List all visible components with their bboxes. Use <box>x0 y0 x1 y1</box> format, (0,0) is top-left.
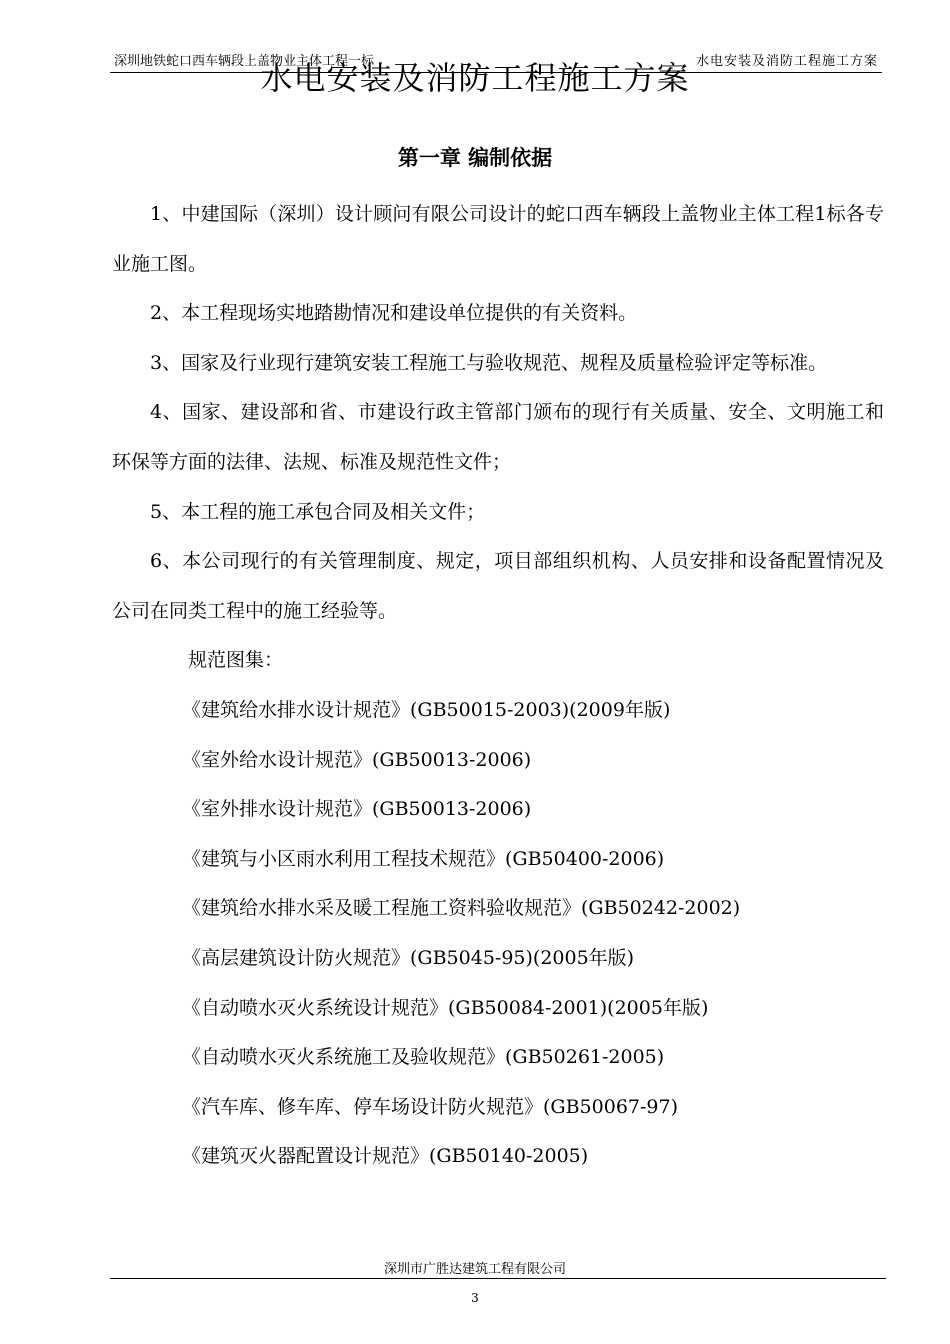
spec-item: 《高层建筑设计防火规范》(GB5045-95)(2005年版) <box>182 946 635 969</box>
basis-item-1: 1、中建国际（深圳）设计顾问有限公司设计的蛇口西车辆段上盖物业主体工程1标各专业施工图。 <box>112 203 884 275</box>
basis-item-6: 6、本公司现行的有关管理制度、规定，项目部组织机构、人员安排和设备配置情况及公司在同类工程中的施工经验等。 <box>112 550 884 622</box>
footer-divider <box>110 1278 886 1279</box>
document-title: 水电安装及消防工程施工方案 <box>260 59 690 97</box>
basis-item-3: 3、国家及行业现行建筑安装工程施工与验收规范、规程及质量检验评定等标准。 <box>150 351 828 374</box>
spec-item: 《自动喷水灭火系统设计规范》(GB50084-2001)(2005年版) <box>182 996 709 1019</box>
basis-item-5: 5、本工程的施工承包合同及相关文件； <box>150 500 486 523</box>
spec-item: 《建筑给水排水设计规范》(GB50015-2003)(2009年版) <box>182 698 671 721</box>
spec-item: 《室外排水设计规范》(GB50013-2006) <box>182 798 532 821</box>
basis-item-2: 2、本工程现场实地踏勘情况和建设单位提供的有关资料。 <box>150 302 638 325</box>
spec-item: 《建筑给水排水采及暖工程施工资料验收规范》(GB50242-2002) <box>182 897 741 920</box>
specs-heading: 规范图集： <box>188 649 284 672</box>
page-number: 3 <box>471 1291 479 1305</box>
spec-item: 《建筑与小区雨水利用工程技术规范》(GB50400-2006) <box>182 847 665 870</box>
basis-item-4: 4、国家、建设部和省、市建设行政主管部门颁布的现行有关质量、安全、文明施工和环保等方面的法律、法规、标准及规范性文件； <box>112 401 884 473</box>
spec-item: 《自动喷水灭火系统施工及验收规范》(GB50261-2005) <box>182 1046 665 1069</box>
header-project-name: 深圳地铁蛇口西车辆段上盖物业主体工程一标 <box>114 54 375 69</box>
spec-item: 《建筑灭火器配置设计规范》(GB50140-2005) <box>182 1145 589 1168</box>
footer-company-name: 深圳市广胜达建筑工程有限公司 <box>383 1262 566 1277</box>
spec-item: 《室外给水设计规范》(GB50013-2006) <box>182 748 532 771</box>
header-document-name: 水电安装及消防工程施工方案 <box>695 54 878 69</box>
chapter-heading: 第一章 编制依据 <box>397 146 553 170</box>
spec-item: 《汽车库、修车库、停车场设计防火规范》(GB50067-97) <box>182 1095 679 1118</box>
document-body <box>112 190 884 1182</box>
